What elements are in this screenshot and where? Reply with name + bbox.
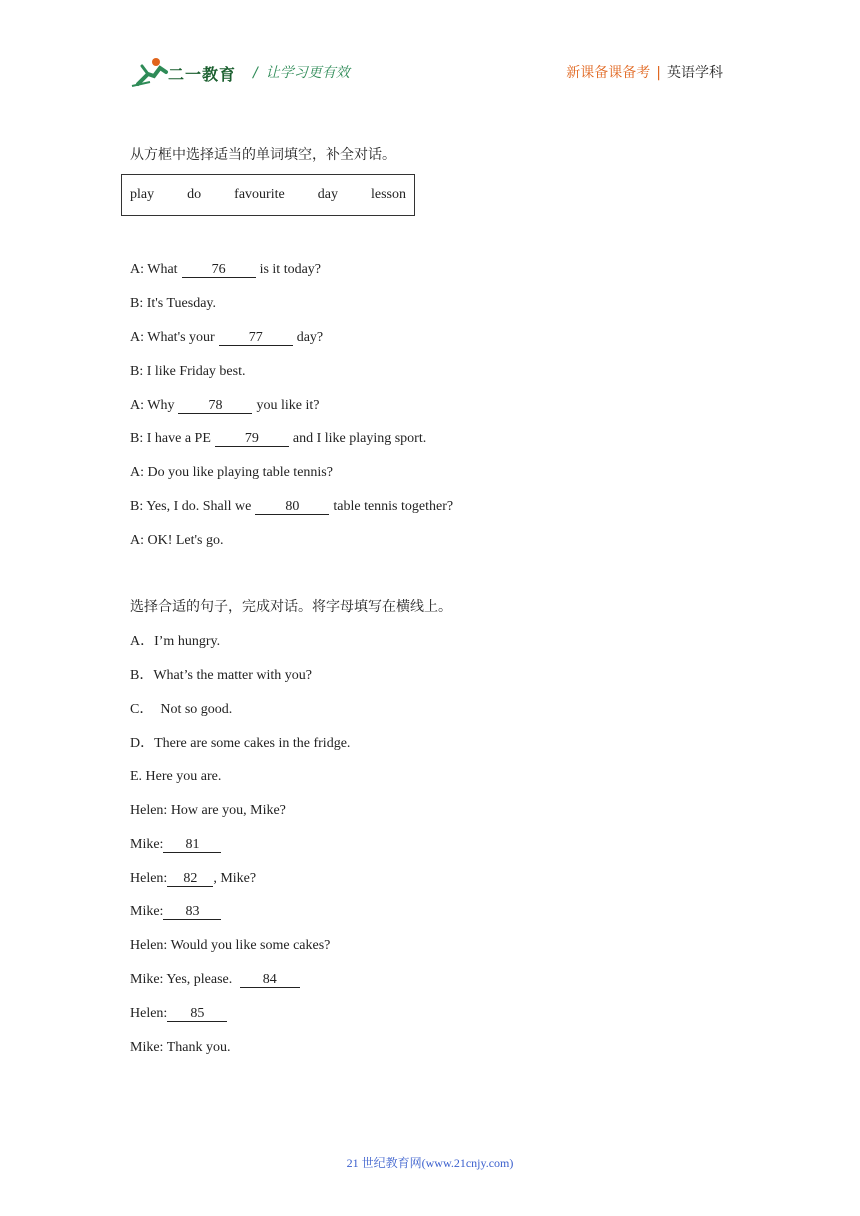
line-text: table tennis together?	[333, 499, 454, 514]
line-text: Mike:	[130, 904, 164, 919]
word-option: day	[317, 187, 338, 202]
dialogue-line: A: OK! Let's go.	[130, 533, 224, 548]
dialogue-line: B: It's Tuesday.	[130, 296, 217, 311]
answer-blank-79[interactable]: 79	[215, 431, 289, 447]
line-text: you like it?	[256, 398, 320, 413]
line-text: B: Yes, I do. Shall we	[130, 499, 252, 514]
section1-instruction: 从方框中选择适当的单词填空，补全对话。	[130, 147, 396, 163]
line-text: B: I have a PE	[130, 431, 211, 446]
answer-blank-80[interactable]: 80	[255, 499, 329, 515]
dialogue-line	[130, 1005, 227, 1023]
dialogue-line	[130, 836, 221, 854]
footer-link[interactable]: 21 世纪教育网(www.21cnjy.com)	[346, 1156, 514, 1170]
dialogue-line: A: Do you like playing table tennis?	[130, 465, 333, 480]
answer-blank-83[interactable]: 83	[163, 904, 221, 920]
answer-blank-76[interactable]: 76	[182, 262, 256, 278]
answer-blank-82[interactable]: 82	[167, 871, 213, 887]
dialogue-line	[130, 261, 321, 279]
word-option: do	[187, 187, 202, 202]
option-item: C． Not so good.	[130, 702, 233, 717]
header-right	[566, 62, 723, 82]
dialogue-line	[130, 498, 453, 516]
option-item: A．I’m hungry.	[130, 634, 221, 649]
answer-blank-84[interactable]: 84	[240, 972, 300, 988]
subject-text: 英语学科	[667, 65, 723, 81]
slogan	[253, 62, 350, 82]
slogan-separator: /	[253, 65, 258, 81]
line-text: Helen:	[130, 871, 168, 886]
brand-text: 新课备课备考	[566, 65, 651, 81]
dialogue-line	[130, 430, 426, 448]
option-item: E. Here you are.	[130, 769, 222, 784]
line-text: , Mike?	[213, 871, 257, 886]
answer-blank-78[interactable]: 78	[178, 398, 252, 414]
line-text: A: What	[130, 262, 178, 277]
page-header	[0, 0, 860, 100]
answer-blank-77[interactable]: 77	[219, 330, 293, 346]
logo-text: 二一教育	[168, 65, 237, 84]
dialogue-line: Helen: How are you, Mike?	[130, 803, 286, 818]
option-item: D．There are some cakes in the fridge.	[130, 736, 351, 751]
line-text: Mike: Yes, please.	[130, 972, 236, 987]
dialogue-line	[130, 971, 300, 989]
line-text: A: Why	[130, 398, 175, 413]
slogan-text: 让学习更有效	[265, 65, 350, 81]
dialogue-line: B: I like Friday best.	[130, 364, 246, 379]
dialogue-line: Helen: Would you like some cakes?	[130, 938, 331, 953]
dialogue-line: Mike: Thank you.	[130, 1040, 231, 1055]
line-text: A: What's your	[130, 330, 215, 345]
word-option: lesson	[370, 187, 406, 202]
dialogue-line	[130, 903, 221, 921]
header-divider: |	[656, 65, 661, 81]
line-text: and I like playing sport.	[292, 431, 427, 446]
line-text: is it today?	[259, 262, 322, 277]
line-text: Helen:	[130, 1006, 168, 1021]
word-option: favourite	[234, 187, 285, 202]
answer-blank-81[interactable]: 81	[163, 837, 221, 853]
dialogue-line	[130, 870, 256, 888]
section2-instruction: 选择合适的句子，完成对话。将字母填写在横线上。	[130, 599, 452, 615]
word-option: play	[130, 187, 155, 202]
option-item: B．What’s the matter with you?	[130, 668, 312, 683]
answer-blank-85[interactable]: 85	[167, 1006, 227, 1022]
line-text: Mike:	[130, 837, 164, 852]
dialogue-line	[130, 329, 323, 347]
line-text: day?	[296, 330, 324, 345]
dialogue-line	[130, 397, 319, 415]
word-box	[121, 174, 415, 216]
